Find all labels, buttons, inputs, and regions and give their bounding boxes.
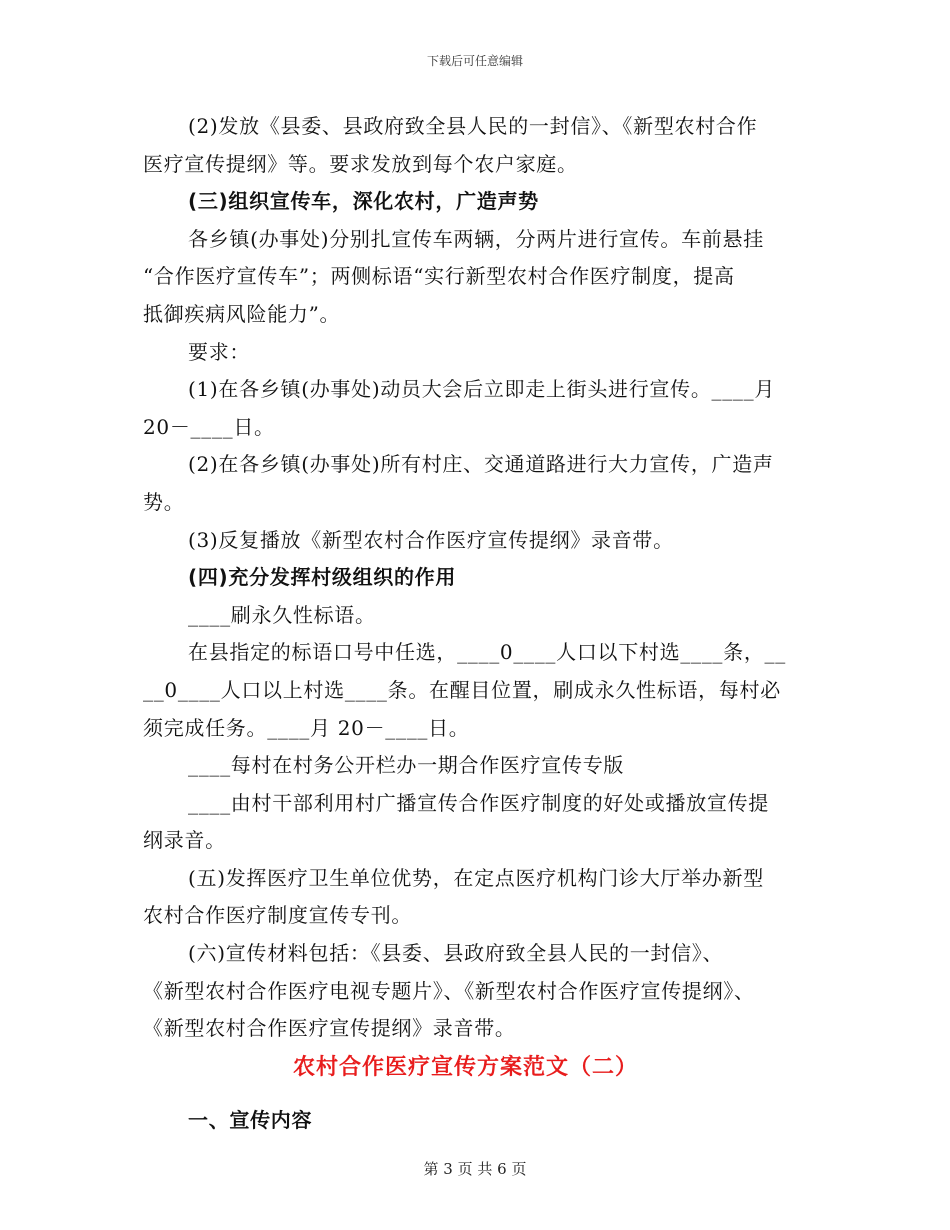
paragraph-line: 《新型农村合作医疗宣传提纲》录音带。 [143, 1016, 516, 1041]
subheading: 一、宣传内容 [188, 1107, 313, 1132]
paragraph-line: ____由村干部利用村广播宣传合作医疗制度的好处或播放宣传提 [188, 790, 769, 815]
paragraph-line: __0____人口以上村选____条。在醒目位置，刷成永久性标语，每村必 [143, 677, 781, 702]
section-heading: (三)组织宣传车，深化农村，广造声势 [188, 189, 539, 214]
paragraph-line: 《新型农村合作医疗电视专题片》、《新型农村合作医疗宣传提纲》、 [143, 978, 755, 1003]
paragraph-line: ____每村在村务公开栏办一期合作医疗宣传专版 [188, 753, 625, 778]
paragraph-line: 医疗宣传提纲》等。要求发放到每个农户家庭。 [143, 151, 578, 176]
paragraph-line: (五)发挥医疗卫生单位优势，在定点医疗机构门诊大厅举办新型 [188, 865, 764, 890]
document-body [143, 108, 808, 1139]
paragraph-line: ____刷永久性标语。 [188, 602, 376, 627]
section-title: 农村合作医疗宣传方案范文（二） [292, 1054, 638, 1080]
paragraph-line: (六)宣传材料包括：《县委、县政府致全县人民的一封信》、 [188, 941, 724, 966]
paragraph-line: 在县指定的标语口号中任选，____0____人口以下村选____条，__ [188, 640, 786, 665]
section-heading: (四)充分发挥村级组织的作用 [188, 565, 457, 590]
page-header: 下载后可任意编辑 [426, 54, 523, 68]
paragraph-line: (1)在各乡镇(办事处)动员大会后立即走上街头进行宣传。____月 [188, 377, 776, 402]
paragraph-line: 农村合作医疗制度宣传专刊。 [143, 903, 413, 928]
paragraph-line: (2)发放《县委、县政府致全县人民的一封信》、《新型农村合作 [188, 114, 758, 138]
paragraph-line: 要求： [188, 339, 251, 364]
paragraph-line: (2)在各乡镇(办事处)所有村庄、交通道路进行大力宣传，广造声 [188, 452, 774, 477]
paragraph-line: 抵御疾病风险能力”。 [143, 301, 341, 326]
paragraph-line: (3)反复播放《新型农村合作医疗宣传提纲》录音带。 [188, 527, 674, 552]
paragraph-line: “合作医疗宣传车”；两侧标语“实行新型农村合作医疗制度，提高 [143, 264, 735, 289]
paragraph-line: 纲录音。 [143, 828, 226, 853]
paragraph-line: 20－____日。 [143, 414, 275, 439]
paragraph-line: 须完成任务。____月 20－____日。 [143, 715, 470, 740]
paragraph-line: 势。 [143, 489, 185, 514]
paragraph-line: 各乡镇(办事处)分别扎宣传车两辆，分两片进行宣传。车前悬挂 [188, 226, 764, 251]
page-footer: 第 3 页 共 6 页 [423, 1160, 527, 1178]
